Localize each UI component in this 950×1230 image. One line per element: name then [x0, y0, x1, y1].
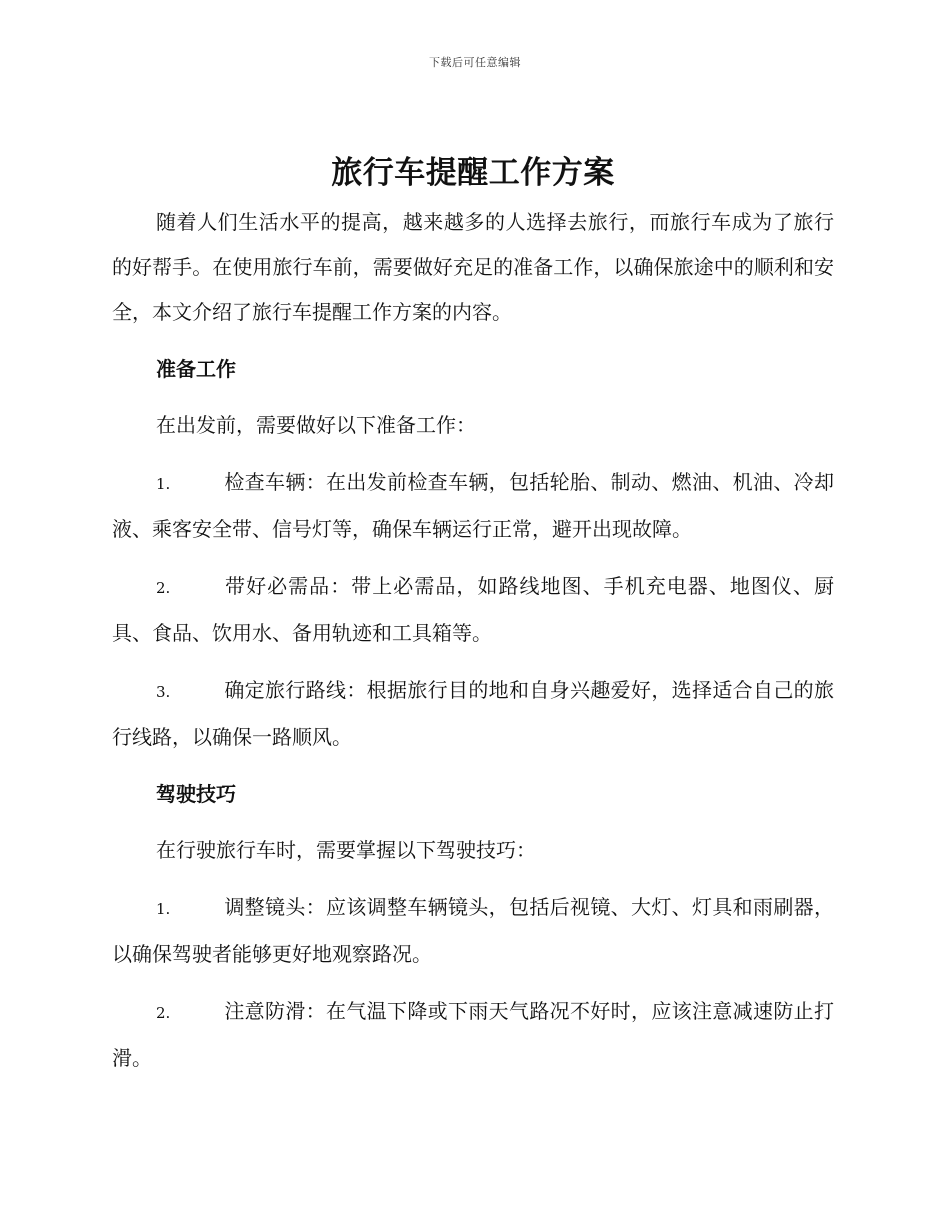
list-item — [112, 885, 834, 977]
document-title: 旅行车提醒工作方案 — [331, 155, 615, 191]
section-lead: 在出发前，需要做好以下准备工作： — [156, 413, 476, 437]
list-text: 确定旅行路线：根据旅行目的地和自身兴趣爱好，选择适合自己的旅行线路，以确保一路顺风。 — [112, 678, 834, 749]
list-text: 注意防滑：在气温下降或下雨天气路况不好时，应该注意减速防止打滑。 — [112, 999, 834, 1070]
list-text: 调整镜头：应该调整车辆镜头，包括后视镜、大灯、灯具和雨刷器，以确保驾驶者能够更好地观察路况。 — [112, 895, 834, 966]
intro-paragraph: 随着人们生活水平的提高，越来越多的人选择去旅行，而旅行车成为了旅行的好帮手。在使用旅行车前，需要做好充足的准备工作，以确保旅途中的顺利和安全，本文介绍了旅行车提醒工作方案的内容。 — [112, 210, 834, 324]
header-note: 下载后可任意编辑 — [429, 56, 521, 69]
list-text: 带好必需品：带上必需品，如路线地图、手机充电器、地图仪、厨具、食品、饮用水、备用轨迹和工具箱等。 — [112, 574, 834, 645]
list-number: 2. — [156, 1004, 171, 1022]
list-item — [112, 989, 834, 1081]
document-body — [112, 150, 834, 1081]
list-item — [112, 668, 834, 760]
list-item — [112, 460, 834, 552]
section-heading: 驾驶技巧 — [156, 782, 236, 806]
section-lead: 在行驶旅行车时，需要掌握以下驾驶技巧： — [156, 838, 536, 862]
section-driving-skills — [112, 772, 834, 1081]
list-number: 3. — [156, 683, 171, 701]
list-number: 1. — [156, 900, 171, 918]
list-number: 2. — [156, 579, 171, 597]
list-text: 检查车辆：在出发前检查车辆，包括轮胎、制动、燃油、机油、冷却液、乘客安全带、信号灯等，确保车辆运行正常，避开出现故障。 — [112, 470, 834, 541]
list-number: 1. — [156, 475, 171, 493]
section-heading: 准备工作 — [156, 357, 236, 381]
section-preparation — [112, 347, 834, 760]
list-item — [112, 564, 834, 656]
